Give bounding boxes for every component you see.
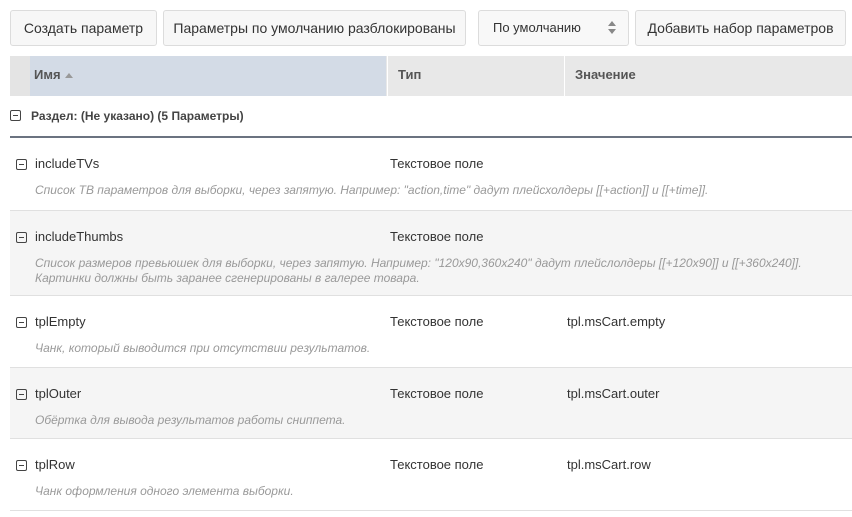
- table-row[interactable]: [10, 138, 852, 211]
- collapse-row-icon[interactable]: [16, 460, 27, 471]
- cell-value: tpl.msCart.row: [567, 457, 651, 472]
- collapse-row-icon[interactable]: [16, 317, 27, 328]
- table-row[interactable]: [10, 368, 852, 439]
- column-header-expander: [10, 56, 30, 96]
- toolbar: [0, 0, 852, 56]
- cell-name: tplRow: [35, 457, 75, 472]
- cell-type: Текстовое поле: [390, 457, 484, 472]
- cell-name: includeThumbs: [35, 229, 124, 244]
- sort-ascending-icon: [65, 73, 73, 78]
- cell-name: tplOuter: [35, 386, 82, 401]
- cell-type: Текстовое поле: [390, 156, 484, 171]
- column-header-type[interactable]: Тип: [387, 56, 563, 96]
- cell-name: includeTVs: [35, 156, 100, 171]
- column-header-name-label: Имя: [34, 67, 61, 82]
- grid-header: [10, 56, 852, 96]
- collapse-row-icon[interactable]: [16, 159, 27, 170]
- defaults-unlocked-button[interactable]: Параметры по умолчанию разблокированы: [163, 10, 466, 46]
- parameter-set-select-value: По умолчанию: [493, 20, 581, 35]
- cell-description: Список размеров превьюшек для выборки, через запятую. Например: "120x90,360x240" дадут плейслолдеры [[+120x90]] и [[+360x240]]. Картинки должны быть заранее сгенерированы в галерее товара.: [35, 256, 802, 285]
- cell-name: tplEmpty: [35, 314, 86, 329]
- cell-description: Список ТВ параметров для выборки, через запятую. Например: "action,time" дадут плейсхолдеры [[+action]] и [[+time]].: [35, 183, 709, 197]
- column-header-value[interactable]: Значение: [564, 56, 852, 96]
- cell-description: Чанк оформления одного элемента выборки.: [35, 484, 294, 498]
- collapse-row-icon[interactable]: [16, 389, 27, 400]
- create-parameter-button[interactable]: Создать параметр: [10, 10, 157, 46]
- column-header-name[interactable]: [30, 56, 386, 96]
- cell-type: Текстовое поле: [390, 386, 484, 401]
- cell-description: Чанк, который выводится при отсутствии результатов.: [35, 341, 371, 355]
- collapse-row-icon[interactable]: [16, 232, 27, 243]
- group-header[interactable]: [10, 96, 852, 138]
- cell-value: tpl.msCart.empty: [567, 314, 666, 329]
- table-row[interactable]: [10, 211, 852, 296]
- group-title: Раздел: (Не указано) (5 Параметры): [31, 109, 244, 123]
- cell-type: Текстовое поле: [390, 229, 484, 244]
- cell-description: Обёртка для вывода результатов работы сниппета.: [35, 413, 346, 427]
- parameter-set-select[interactable]: [478, 10, 629, 46]
- collapse-group-icon[interactable]: [10, 110, 21, 121]
- select-arrows-icon: [608, 21, 618, 35]
- table-row[interactable]: [10, 439, 852, 511]
- cell-type: Текстовое поле: [390, 314, 484, 329]
- add-parameter-set-button[interactable]: Добавить набор параметров: [635, 10, 846, 46]
- cell-value: tpl.msCart.outer: [567, 386, 660, 401]
- table-row[interactable]: [10, 296, 852, 368]
